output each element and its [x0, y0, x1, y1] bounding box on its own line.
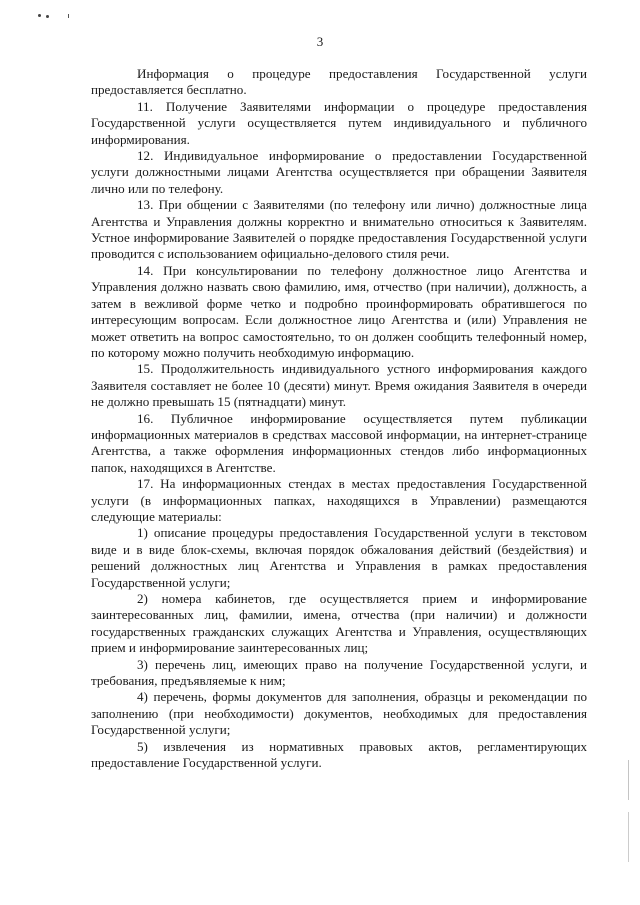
list-item: 3) перечень лиц, имеющих право на получение Государственной услуги, и требования, предъявляемые к ним; [91, 656, 587, 689]
list-item: 4) перечень, формы документов для заполнения, образцы и рекомендации по заполнению (при необходимости) документов, необходимых для предоставления Государственной услуги; [91, 689, 587, 738]
paragraph: 16. Публичное информирование осуществляется путем публикации информационных материалов в средствах массовой информации, на интернет-странице Агентства, а также оформления информационных стендов либо информационных папок, находящихся в Агентстве. [91, 410, 587, 475]
paragraph: 14. При консультировании по телефону должностное лицо Агентства и Управления должно назвать свою фамилию, имя, отчество (при наличии), должность, а затем в вежливой форме четко и подробно проинформировать обратившегося по интересующим вопросам. Если должностное лицо Агентства и (или) Управления не может ответить на вопрос самостоятельно, то он должен сообщить телефонный номер, по которому можно получить необходимую информацию. [91, 262, 587, 360]
page-number: 3 [316, 34, 324, 49]
list-item: 2) номера кабинетов, где осуществляется прием и информирование заинтересованных лиц, фамилии, имена, отчества (при наличии) и должности государственных гражданских служащих Агентства и Управления, осуществляющих прием и информирование заинтересованных лиц; [91, 591, 587, 656]
paragraph: 12. Индивидуальное информирование о предоставлении Государственной услуги должностными лицами Агентства осуществляется при обращении Заявителя лично или по телефону. [91, 148, 587, 196]
document-body [91, 66, 587, 771]
paragraph: 17. На информационных стендах в местах предоставления Государственной услуги (в информационных папках, находящихся в Управлении) размещаются следующие материалы: [91, 476, 587, 524]
paragraph: Информация о процедуре предоставления Государственной услуги предоставляется бесплатно. [91, 66, 587, 98]
scan-artifact [68, 14, 69, 18]
paragraph: 15. Продолжительность индивидуального устного информирования каждого Заявителя составляет не более 10 (десяти) минут. Время ожидания Заявителя в очереди не должно превышать 15 (пятнадцати) минут. [91, 361, 587, 410]
scan-artifact [46, 15, 49, 18]
scan-artifact [628, 812, 629, 862]
paragraph: 13. При общении с Заявителями (по телефону или лично) должностные лица Агентства и Управления должны корректно и внимательно относиться к Заявителям. Устное информирование Заявителей о порядке предоставления Государственной услуги проводится с использованием официально-делового стиля речи. [91, 197, 587, 262]
scan-artifact [628, 760, 629, 800]
paragraph: 11. Получение Заявителями информации о процедуре предоставления Государственной услуги осуществляется путем индивидуального и публичного информирования. [91, 98, 587, 147]
list-item: 1) описание процедуры предоставления Государственной услуги в текстовом виде и в виде блок-схемы, включая порядок обжалования действий (бездействия) и решений должностных лиц Агентства и Управления в рамках предоставления Государственной услуги; [91, 525, 587, 590]
list-item: 5) извлечения из нормативных правовых актов, регламентирующих предоставление Государственной услуги. [91, 738, 587, 771]
scan-artifact [38, 14, 41, 17]
